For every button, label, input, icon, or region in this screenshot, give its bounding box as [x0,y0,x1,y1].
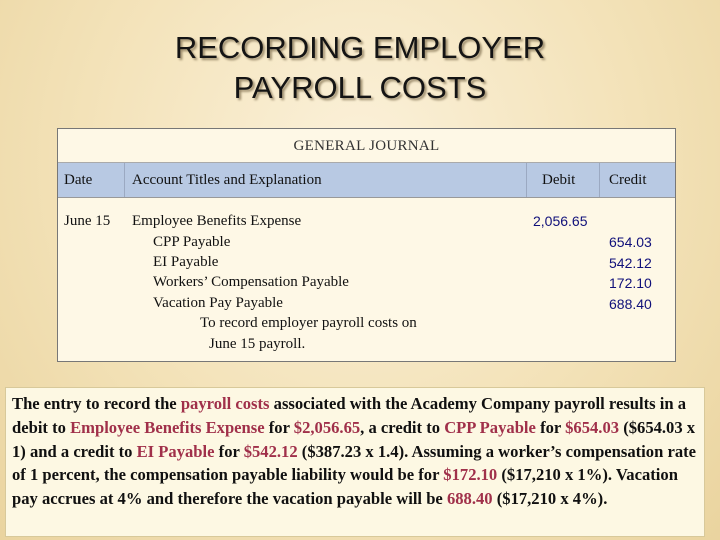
credit-amount: 172.10 [609,275,652,291]
column-header-row [58,162,675,198]
column-divider [124,163,125,197]
explanation-text: associated with the Academy Company payroll results in a debit to [12,394,687,437]
column-credit: Credit [609,172,647,188]
highlighted-amount: $172.10 [443,465,498,485]
explanation-text: ($17,210 x 4%). [492,489,608,509]
column-date: Date [64,172,93,188]
highlighted-amount: 688.40 [446,489,493,509]
column-divider [599,163,600,197]
explanation-text: ($387.23 x 1.4). Assuming a worker’s compensation rate of 1 percent, the compensation payable liability would be for [12,441,697,485]
highlighted-term: Employee Benefits Expense [70,417,265,437]
credit-amounts [609,232,652,314]
credit-amount: 688.40 [609,295,652,312]
highlighted-term: payroll costs [180,394,270,413]
column-account: Account Titles and Explanation [132,172,322,188]
column-divider [526,163,527,197]
highlighted-amount: $2,056.65 [293,417,361,437]
entry-explanation: To record employer payroll costs on [200,315,417,331]
credit-account: CPP Payable [153,234,231,250]
explanation-text: ($654.03 x 1) and a credit to [12,417,696,461]
explanation-paragraph [5,387,705,537]
entry-explanation: June 15 payroll. [209,336,306,352]
credit-amount: 542.12 [609,254,652,271]
explanation-text: for [214,441,244,461]
debit-amount: 2,056.65 [533,213,588,229]
credit-account: EI Payable [153,254,219,270]
explanation-text: for [264,417,294,437]
slide-title [0,28,720,108]
slide-title-line-2: PAYROLL COSTS [233,70,487,105]
explanation-text: The entry to record the [12,394,181,413]
highlighted-term: CPP Payable [444,417,536,437]
credit-account: Vacation Pay Payable [153,295,283,311]
highlighted-amount: $654.03 [565,417,620,437]
credit-amount: 654.03 [609,234,652,250]
column-debit: Debit [542,172,576,188]
highlighted-term: EI Payable [136,441,215,461]
highlighted-amount: $542.12 [243,441,298,461]
explanation-text: for [535,417,566,437]
explanation-text: , a credit to [360,417,445,437]
journal-header: GENERAL JOURNAL [58,129,675,162]
explanation-text: ($17,210 x 1%). Vacation pay accrues at 4% and therefore the vacation payable will be [12,465,678,509]
credit-account: Workers’ Compensation Payable [153,274,349,290]
slide-title-line-1: RECORDING EMPLOYER [174,30,546,65]
entry-date: June 15 [64,213,111,229]
general-journal-table [57,128,676,362]
debit-account: Employee Benefits Expense [132,213,302,229]
